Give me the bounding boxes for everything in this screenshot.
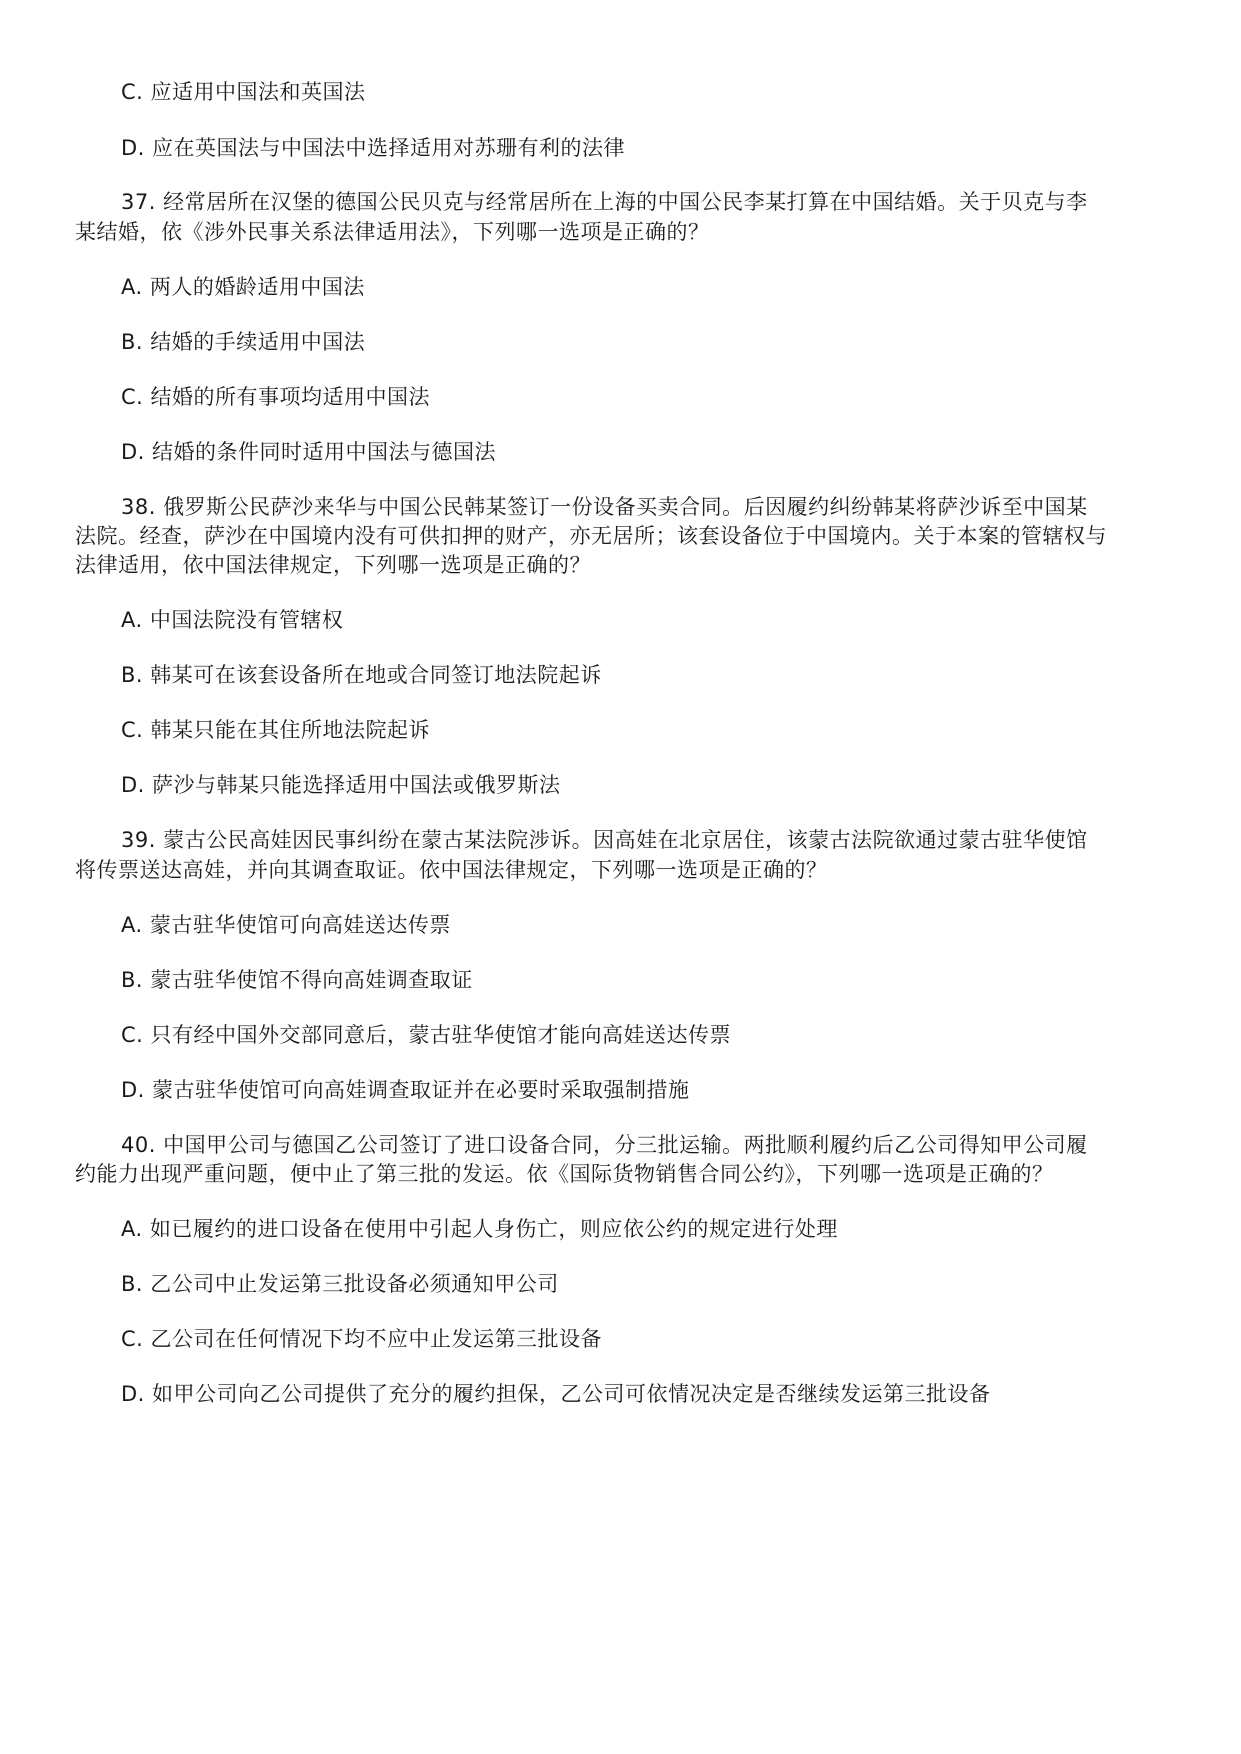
option-line: [121, 80, 366, 104]
option-letter: B.: [121, 663, 144, 687]
option-text: 结婚的条件同时适用中国法与德国法: [152, 440, 497, 464]
option-text: 乙公司中止发运第三批设备必须通知甲公司: [150, 1272, 559, 1296]
option-line: [121, 440, 496, 464]
option-text: 乙公司在任何情况下均不应中止发运第三批设备: [150, 1327, 603, 1351]
question-38-line-2: 法院。经查，萨沙在中国境内没有可供扣押的财产，亦无居所；该套设备位于中国境内。关于本案的管辖权与: [75, 524, 1107, 548]
option-letter: C.: [121, 385, 144, 409]
option-line: [121, 275, 365, 299]
question-37-line-1: 37. 经常居所在汉堡的德国公民贝克与经常居所在上海的中国公民李某打算在中国结婚。关于贝克与李: [121, 190, 1088, 214]
option-text: 应在英国法与中国法中选择适用对苏珊有利的法律: [152, 136, 626, 160]
question-38-line-3: 法律适用，依中国法律规定，下列哪一选项是正确的？: [75, 553, 591, 577]
option-text: 萨沙与韩某只能选择适用中国法或俄罗斯法: [152, 773, 561, 797]
option-line: [121, 968, 473, 992]
option-line: [121, 1217, 838, 1241]
option-letter: B.: [121, 968, 144, 992]
option-letter: C.: [121, 1327, 144, 1351]
option-letter: D.: [121, 773, 145, 797]
question-40-line-1: 40. 中国甲公司与德国乙公司签订了进口设备合同，分三批运输。两批顺利履约后乙公司得知甲公司履: [121, 1133, 1088, 1157]
option-letter: D.: [121, 1078, 145, 1102]
option-text: 蒙古驻华使馆可向高娃调查取证并在必要时采取强制措施: [152, 1078, 690, 1102]
question-37-line-2: 某结婚，依《涉外民事关系法律适用法》，下列哪一选项是正确的？: [75, 220, 710, 244]
option-letter: C.: [121, 718, 144, 742]
option-text: 两人的婚龄适用中国法: [149, 275, 365, 299]
option-text: 蒙古驻华使馆可向高娃送达传票: [149, 913, 451, 937]
option-text: 应适用中国法和英国法: [150, 80, 366, 104]
option-letter: B.: [121, 330, 144, 354]
option-letter: A.: [121, 1217, 143, 1241]
option-text: 如甲公司向乙公司提供了充分的履约担保，乙公司可依情况决定是否继续发运第三批设备: [152, 1382, 991, 1406]
option-line: [121, 773, 561, 797]
option-letter: A.: [121, 913, 143, 937]
option-letter: C.: [121, 80, 144, 104]
option-text: 只有经中国外交部同意后，蒙古驻华使馆才能向高娃送达传票: [150, 1023, 732, 1047]
question-39-line-1: 39. 蒙古公民高娃因民事纠纷在蒙古某法院涉诉。因高娃在北京居住，该蒙古法院欲通过蒙古驻华使馆: [121, 828, 1088, 852]
option-line: [121, 663, 602, 687]
question-38-line-1: 38. 俄罗斯公民萨沙来华与中国公民韩某签订一份设备买卖合同。后因履约纠纷韩某将萨沙诉至中国某: [121, 495, 1088, 519]
option-letter: A.: [121, 608, 143, 632]
option-text: 中国法院没有管辖权: [149, 608, 344, 632]
option-text: 韩某可在该套设备所在地或合同签订地法院起诉: [150, 663, 602, 687]
question-40-line-2: 约能力出现严重问题，便中止了第三批的发运。依《国际货物销售合同公约》，下列哪一选项是正确的？: [75, 1162, 1054, 1186]
option-line: [121, 385, 430, 409]
option-line: [121, 718, 430, 742]
option-text: 蒙古驻华使馆不得向高娃调查取证: [150, 968, 473, 992]
option-text: 如已履约的进口设备在使用中引起人身伤亡，则应依公约的规定进行处理: [149, 1217, 838, 1241]
option-letter: D.: [121, 440, 145, 464]
option-line: [121, 1023, 731, 1047]
option-line: [121, 1272, 559, 1296]
option-text: 结婚的所有事项均适用中国法: [150, 385, 431, 409]
option-line: [121, 1382, 991, 1406]
option-line: [121, 913, 451, 937]
option-line: [121, 1078, 690, 1102]
option-letter: D.: [121, 136, 145, 160]
option-letter: D.: [121, 1382, 145, 1406]
option-line: [121, 608, 343, 632]
question-39-line-2: 将传票送达高娃，并向其调查取证。依中国法律规定，下列哪一选项是正确的？: [75, 858, 828, 882]
option-text: 韩某只能在其住所地法院起诉: [150, 718, 431, 742]
option-letter: A.: [121, 275, 143, 299]
option-line: [121, 136, 625, 160]
option-letter: C.: [121, 1023, 144, 1047]
option-text: 结婚的手续适用中国法: [150, 330, 366, 354]
option-line: [121, 1327, 602, 1351]
option-line: [121, 330, 365, 354]
option-letter: B.: [121, 1272, 144, 1296]
